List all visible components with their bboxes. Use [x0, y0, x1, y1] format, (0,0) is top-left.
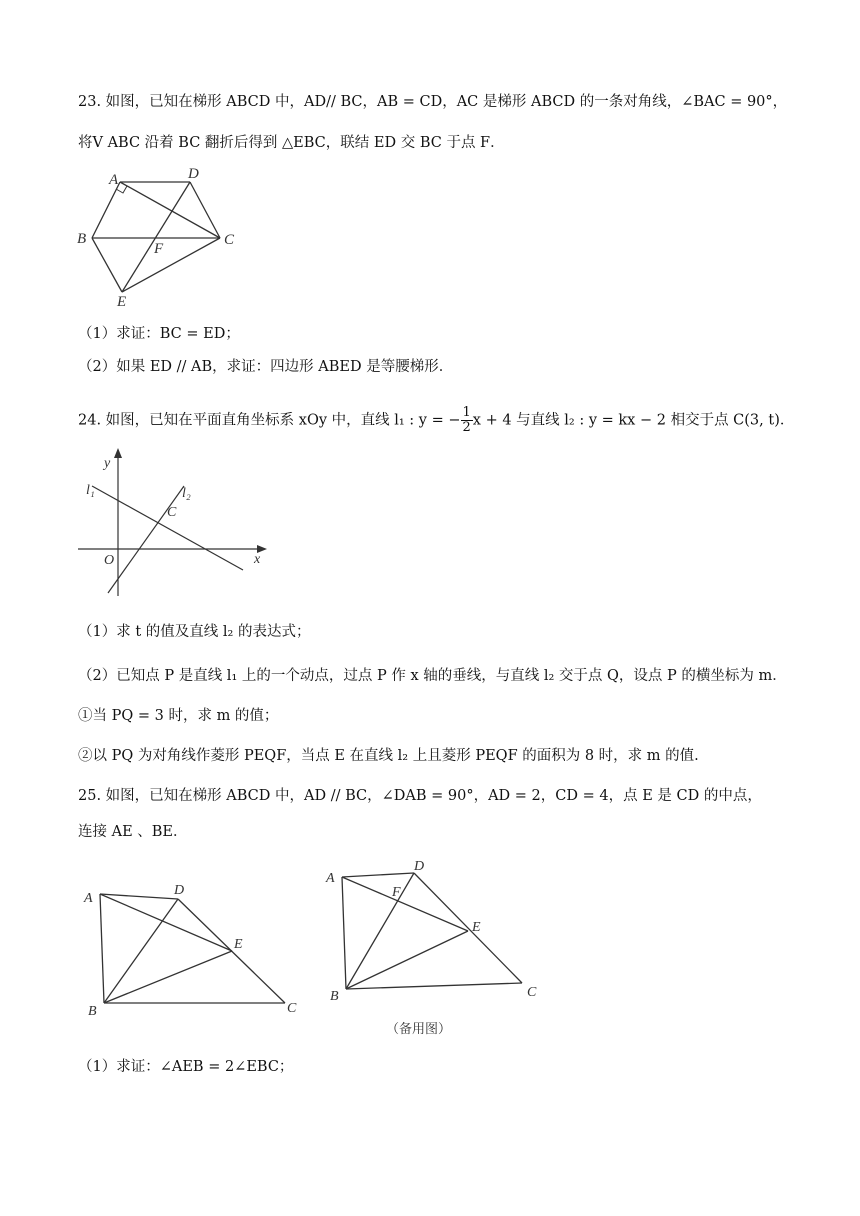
q25-fig2-label-d: D: [414, 859, 425, 874]
q25-main-figure: [80, 872, 310, 1022]
q25-fig1-label-d: D: [174, 883, 185, 898]
q24-label-c: C: [167, 505, 177, 520]
q24-stem-line1: [78, 406, 794, 435]
q25-stem-line2: 连接 AE 、BE．: [78, 824, 188, 840]
q24-label-x: x: [254, 552, 261, 567]
q25-part1: （1）求证：∠AEB = 2∠EBC；: [78, 1059, 294, 1075]
q24-stem-after-fraction: x + 4 与直线 l₂ : y = kx − 2 相交于点 C(3, t)．: [472, 412, 795, 429]
q25-fig1-label-b: B: [88, 1004, 97, 1019]
q23-stem-line1: 23. 如图，已知在梯形 ABCD 中，AD// BC，AB = CD，AC 是梯形 ABCD 的一条对角线，∠BAC = 90°，: [78, 94, 788, 110]
q23-trapezoid-figure: [72, 160, 252, 310]
q24-part1: （1）求 t 的值及直线 l₂ 的表达式；: [78, 624, 311, 640]
q23-label-d: D: [188, 166, 199, 182]
q24-sub1: ①当 PQ = 3 时，求 m 的值；: [78, 708, 279, 724]
q24-stem-before-fraction: 24. 如图，已知在平面直角坐标系 xOy 中，直线 l₁ : y = −: [78, 412, 461, 429]
q25-fig2-label-c: C: [527, 985, 537, 1000]
q24-part2: （2）已知点 P 是直线 l₁ 上的一个动点，过点 P 作 x 轴的垂线，与直线 l₂ 交于点 Q，设点 P 的横坐标为 m．: [78, 668, 787, 684]
q23-label-c: C: [224, 232, 235, 248]
q24-label-l2: l₂: [182, 486, 191, 501]
q24-fraction: [461, 406, 473, 435]
q24-label-l1: l₁: [86, 483, 95, 498]
q25-fig2-label-b: B: [330, 989, 339, 1004]
q23-stem-line2: 将V ABC 沿着 BC 翻折后得到 △EBC，联结 ED 交 BC 于点 F．: [78, 135, 505, 151]
q25-fig1-label-c: C: [287, 1001, 297, 1016]
q23-label-f: F: [154, 241, 164, 257]
q25-fig2-label-a: A: [326, 871, 335, 886]
q25-stem-line1: 25. 如图，已知在梯形 ABCD 中，AD // BC，∠DAB = 90°，AD = 2，CD = 4，点 E 是 CD 的中点，: [78, 788, 762, 804]
q24-fraction-numerator: 1: [462, 405, 471, 420]
q23-part2: （2）如果 ED // AB，求证：四边形 ABED 是等腰梯形．: [78, 359, 454, 375]
q23-label-e: E: [117, 294, 127, 310]
q24-fraction-denominator: 2: [462, 420, 471, 435]
q24-coordinate-figure: [78, 448, 278, 598]
q24-label-y: y: [104, 456, 111, 471]
q25-fig2-label-f: F: [392, 885, 401, 900]
q23-part1: （1）求证：BC = ED；: [78, 326, 240, 342]
q24-label-o: O: [104, 553, 115, 568]
q25-fig1-label-a: A: [84, 891, 93, 906]
q25-fig2-label-e: E: [472, 920, 481, 935]
q24-sub2: ②以 PQ 为对角线作菱形 PEQF，当点 E 在直线 l₂ 上且菱形 PEQF 的面积为 8 时，求 m 的值.: [78, 748, 699, 764]
q23-label-b: B: [77, 231, 87, 247]
q25-spare-figure: [320, 852, 550, 1042]
q23-label-a: A: [109, 172, 119, 188]
q25-fig1-label-e: E: [234, 937, 243, 952]
q25-spare-figure-caption: （备用图）: [386, 1021, 452, 1036]
